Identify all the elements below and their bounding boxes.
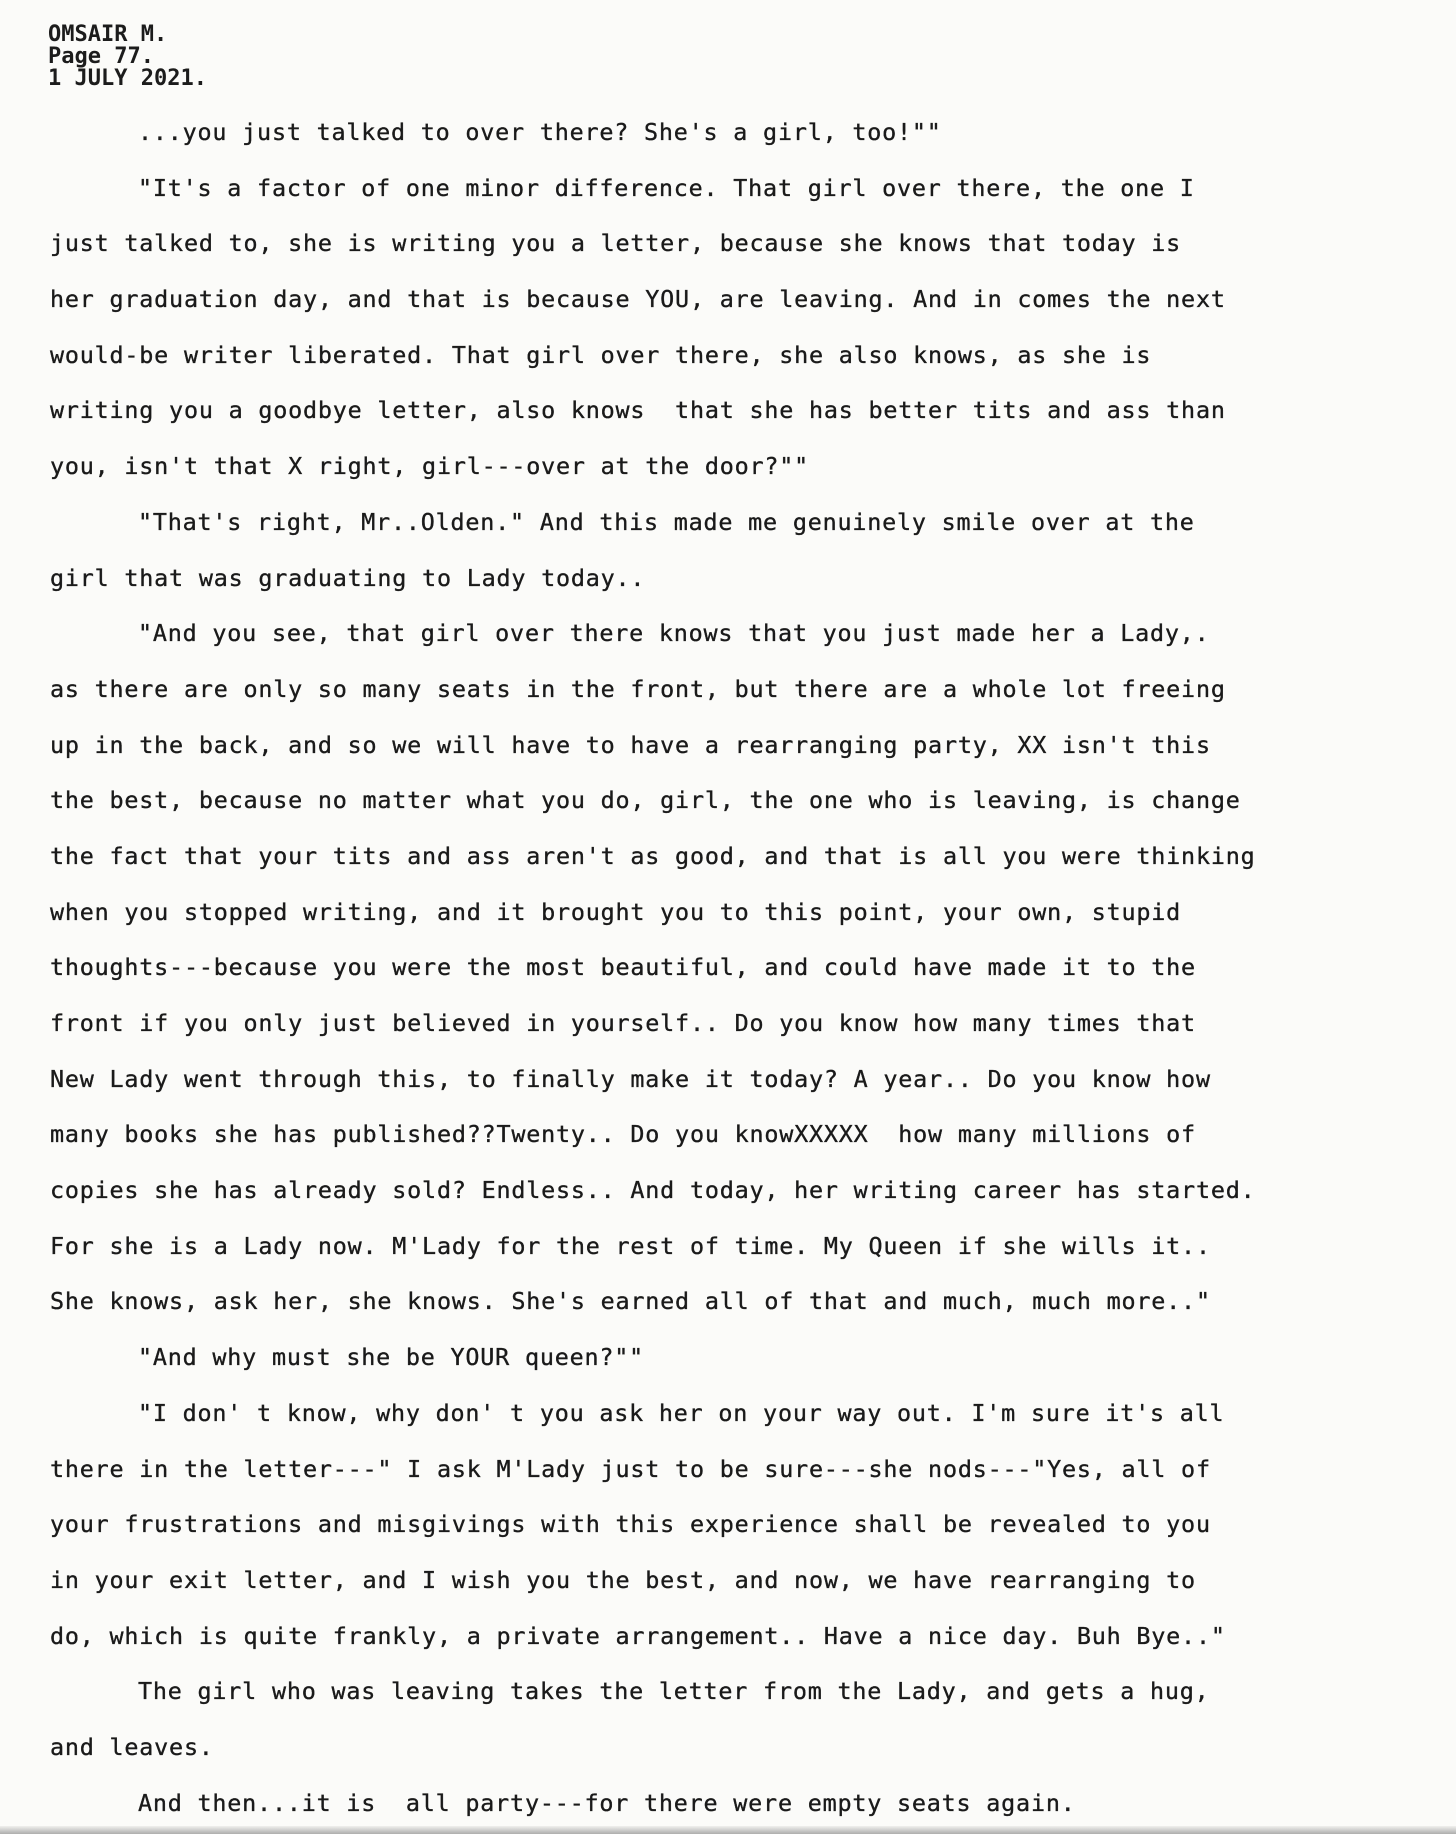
text-line: And then...it is all party---for there were empty seats again. [138,1788,1076,1817]
text-line: the fact that your tits and ass aren't as good, and that is all you were thinking [50,841,1256,870]
text-line: there in the letter---" I ask M'Lady just to be sure---she nods---"Yes, all of [50,1454,1211,1483]
text-line: you, isn't that X right, girl---over at the door?"" [50,452,809,481]
text-line: "It's a factor of one minor difference. That girl over there, the one I [138,173,1195,202]
author-name: OMSAIR M. [48,22,168,47]
text-line: writing you a goodbye letter, also knows that she has better tits and ass than [50,396,1226,425]
text-line: thoughts---because you were the most beautiful, and could have made it to the [50,953,1196,982]
text-line: her graduation day, and that is because YOU, are leaving. And in comes the next [50,285,1226,314]
text-line: copies she has already sold? Endless.. And today, her writing career has started. [50,1176,1256,1205]
text-line: "That's right, Mr..Olden." And this made me genuinely smile over at the [138,507,1195,536]
text-line: when you stopped writing, and it brought you to this point, your own, stupid [50,897,1182,926]
text-line: The girl who was leaving takes the letter from the Lady, and gets a hug, [138,1677,1210,1706]
page-bottom-edge [0,1826,1456,1834]
text-line: and leaves. [50,1732,214,1761]
text-line: would-be writer liberated. That girl over there, she also knows, as she is [50,340,1152,369]
manuscript-body [50,118,1440,1844]
text-line: your frustrations and misgivings with this experience shall be revealed to you [50,1510,1211,1539]
text-line: do, which is quite frankly, a private arrangement.. Have a nice day. Buh Bye.." [50,1621,1226,1650]
text-line: the best, because no matter what you do, girl, the one who is leaving, is change [50,786,1241,815]
text-line: many books she has published??Twenty.. Do you knowXXXXX how many millions of [50,1120,1196,1149]
text-line: girl that was graduating to Lady today.. [50,563,646,592]
text-line: "And you see, that girl over there knows that you just made her a Lady,. [138,619,1210,648]
page-number: Page 77. [48,44,154,69]
text-line: "I don' t know, why don' t you ask her on your way out. I'm sure it's all [138,1398,1225,1427]
text-line: New Lady went through this, to finally make it today? A year.. Do you know how [50,1064,1211,1093]
text-line: "And why must she be YOUR queen?"" [138,1343,644,1372]
text-line: just talked to, she is writing you a letter, because she knows that today is [50,229,1182,258]
text-line: as there are only so many seats in the front, but there are a whole lot freeing [50,674,1226,703]
text-line: front if you only just believed in yourself.. Do you know how many times that [50,1009,1196,1037]
text-line: ...you just talked to over there? She's a girl, too!"" [138,118,942,146]
text-line: She knows, ask her, she knows. She's earned all of that and much, much more.." [50,1287,1211,1316]
text-line: up in the back, and so we will have to have a rearranging party, XX isn't this [50,730,1211,759]
text-line: in your exit letter, and I wish you the best, and now, we have rearranging to [50,1565,1196,1594]
page-header [48,24,207,90]
page-date: 1 JULY 2021. [48,66,207,91]
text-line: For she is a Lady now. M'Lady for the rest of time. My Queen if she wills it.. [50,1231,1211,1260]
